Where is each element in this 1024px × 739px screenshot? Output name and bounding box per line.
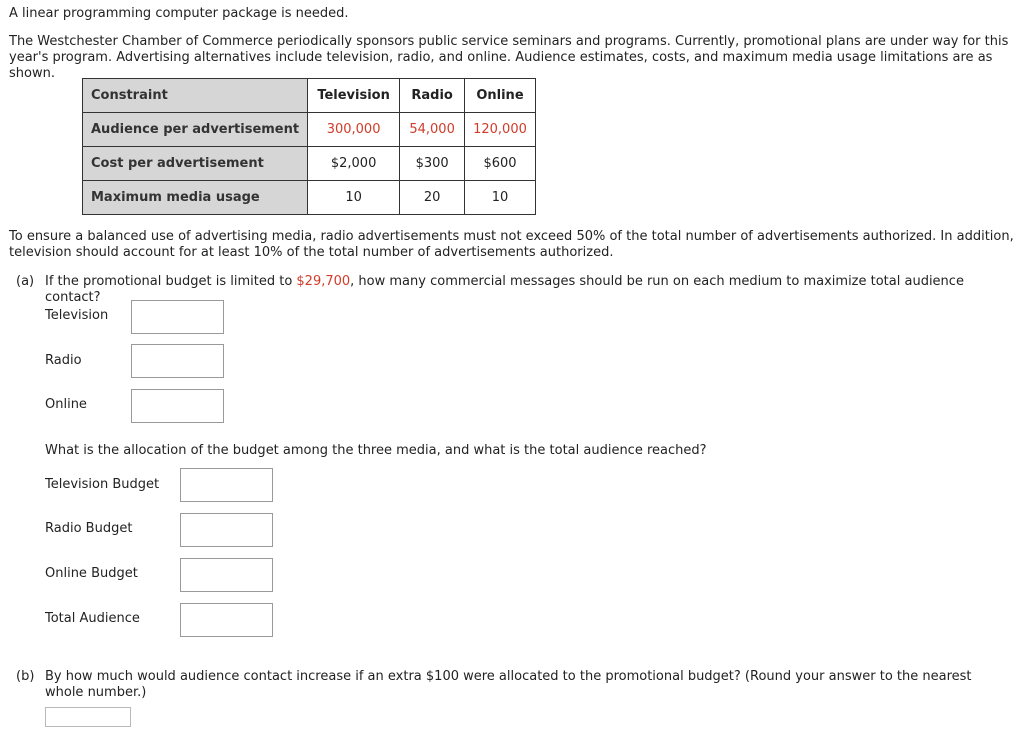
- radio-budget-label: Radio Budget: [45, 521, 133, 536]
- online-label: Online: [45, 397, 87, 412]
- table-row: [83, 181, 536, 215]
- header-constraint: Constraint: [83, 79, 308, 113]
- header-television: Television: [308, 79, 400, 113]
- header-online: Online: [465, 79, 536, 113]
- television-label: Television: [45, 308, 109, 323]
- part-a-question-end: , how many commercial messages should be run on each medium to maximize total audience contact?: [45, 274, 964, 305]
- table-cell: 120,000: [465, 113, 536, 147]
- television-budget-label: Television Budget: [45, 477, 160, 492]
- row-label: Maximum media usage: [83, 181, 308, 215]
- television-budget-input[interactable]: [180, 468, 273, 502]
- table-cell: 10: [465, 181, 536, 215]
- total-audience-input[interactable]: [180, 603, 273, 637]
- budget-amount: $29,700: [296, 274, 351, 289]
- online-count-input[interactable]: [131, 389, 224, 423]
- constraints-table: [82, 78, 536, 215]
- row-label: Cost per advertisement: [83, 147, 308, 181]
- part-b-marker: (b): [16, 669, 35, 684]
- part-b-question: By how much would audience contact increase if an extra $100 were allocated to the promotional budget? (Round your answer to the nearest whole number.): [45, 669, 972, 700]
- online-budget-label: Online Budget: [45, 566, 138, 581]
- intro-text: A linear programming computer package is needed.: [9, 6, 349, 21]
- radio-budget-input[interactable]: [180, 513, 273, 547]
- problem-text: The Westchester Chamber of Commerce periodically sponsors public service seminars and programs. Currently, promotional plans are under way for this year's program. Advertising alternatives include television, radio, and online. Audience estimates, costs, and maximum media usage limitations are as shown.: [9, 34, 1009, 81]
- online-budget-input[interactable]: [180, 558, 273, 592]
- television-count-input[interactable]: [131, 300, 224, 334]
- table-row: [83, 147, 536, 181]
- part-a-question-start: If the promotional budget is limited to: [45, 274, 297, 289]
- radio-count-input[interactable]: [131, 344, 224, 378]
- balance-text: To ensure a balanced use of advertising media, radio advertisements must not exceed 50% of the total number of advertisements authorized. In addition, television should account for at least 10% of the total number of advertisements authorized.: [9, 229, 1014, 260]
- table-cell: 10: [308, 181, 400, 215]
- part-a-marker: (a): [16, 274, 35, 289]
- table-cell: 20: [400, 181, 465, 215]
- total-audience-label: Total Audience: [45, 611, 140, 626]
- allocation-question: What is the allocation of the budget among the three media, and what is the total audience reached?: [45, 443, 707, 458]
- radio-label: Radio: [45, 353, 82, 368]
- table-cell: $300: [400, 147, 465, 181]
- audience-increase-input[interactable]: [45, 707, 131, 727]
- table-cell: $600: [465, 147, 536, 181]
- table-cell: $2,000: [308, 147, 400, 181]
- table-cell: 54,000: [400, 113, 465, 147]
- table-row: [83, 113, 536, 147]
- table-header-row: [83, 79, 536, 113]
- table-cell: 300,000: [308, 113, 400, 147]
- row-label: Audience per advertisement: [83, 113, 308, 147]
- header-radio: Radio: [400, 79, 465, 113]
